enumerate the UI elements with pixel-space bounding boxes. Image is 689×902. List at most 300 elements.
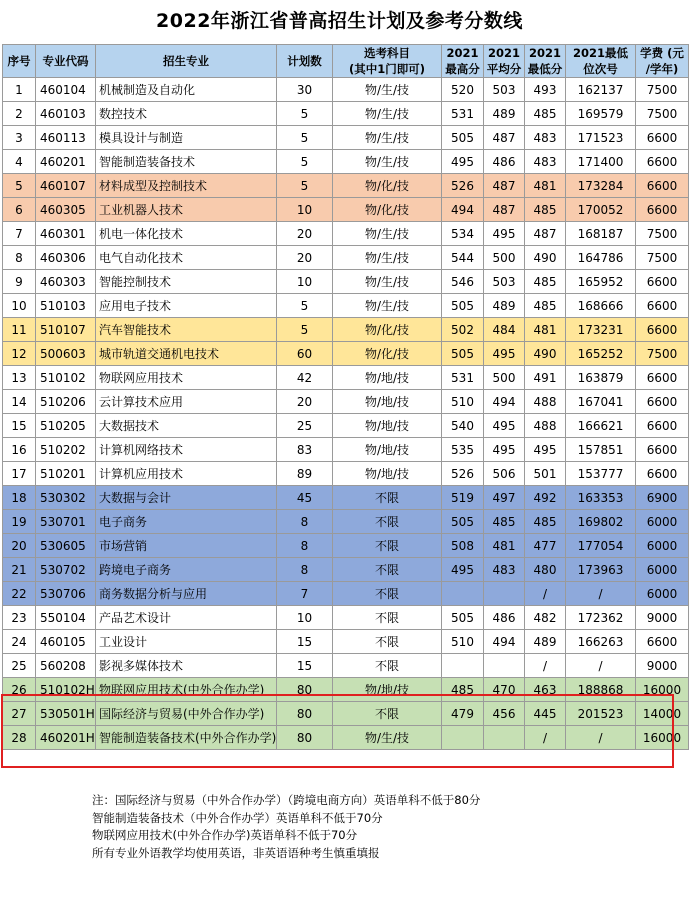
cell-subjects: 物/生/技 xyxy=(333,78,442,102)
cell-subjects: 物/生/技 xyxy=(333,246,442,270)
cell-code: 460301 xyxy=(36,222,96,246)
table-row xyxy=(3,102,689,126)
cell-major: 物联网应用技术(中外合作办学) xyxy=(96,678,277,702)
cell-code: 530706 xyxy=(36,582,96,606)
cell-avg: 489 xyxy=(484,294,525,318)
header-code: 专业代码 xyxy=(36,45,96,78)
cell-code: 530302 xyxy=(36,486,96,510)
cell-rank: 171523 xyxy=(566,126,636,150)
cell-major: 计算机应用技术 xyxy=(96,462,277,486)
cell-rank: / xyxy=(566,582,636,606)
cell-fee: 16000 xyxy=(636,678,689,702)
cell-min: 477 xyxy=(525,534,566,558)
cell-avg: 503 xyxy=(484,270,525,294)
cell-plan: 5 xyxy=(277,102,333,126)
cell-subjects: 物/生/技 xyxy=(333,126,442,150)
cell-rank: 201523 xyxy=(566,702,636,726)
cell-plan: 8 xyxy=(277,510,333,534)
cell-rank: / xyxy=(566,654,636,678)
cell-fee: 6600 xyxy=(636,438,689,462)
cell-plan: 83 xyxy=(277,438,333,462)
admission-table xyxy=(2,44,689,750)
cell-max: 526 xyxy=(442,462,484,486)
cell-code: 460113 xyxy=(36,126,96,150)
cell-major: 国际经济与贸易(中外合作办学) xyxy=(96,702,277,726)
cell-fee: 7500 xyxy=(636,246,689,270)
cell-code: 500603 xyxy=(36,342,96,366)
notes xyxy=(92,792,480,862)
cell-code: 460306 xyxy=(36,246,96,270)
cell-no: 12 xyxy=(3,342,36,366)
table-row xyxy=(3,174,689,198)
cell-avg: 483 xyxy=(484,558,525,582)
cell-subjects: 物/地/技 xyxy=(333,462,442,486)
cell-plan: 20 xyxy=(277,390,333,414)
cell-min: 463 xyxy=(525,678,566,702)
cell-no: 5 xyxy=(3,174,36,198)
cell-fee: 6000 xyxy=(636,558,689,582)
cell-rank: 153777 xyxy=(566,462,636,486)
cell-fee: 7500 xyxy=(636,78,689,102)
cell-code: 460103 xyxy=(36,102,96,126)
cell-subjects: 不限 xyxy=(333,534,442,558)
cell-rank: 168187 xyxy=(566,222,636,246)
cell-max: 531 xyxy=(442,102,484,126)
cell-major: 机械制造及自动化 xyxy=(96,78,277,102)
cell-plan: 20 xyxy=(277,222,333,246)
cell-avg xyxy=(484,582,525,606)
table-row xyxy=(3,270,689,294)
table-row xyxy=(3,606,689,630)
cell-fee: 6600 xyxy=(636,174,689,198)
header-no: 序号 xyxy=(3,45,36,78)
cell-min: 488 xyxy=(525,390,566,414)
cell-rank: 165952 xyxy=(566,270,636,294)
cell-rank: 173963 xyxy=(566,558,636,582)
cell-max: 520 xyxy=(442,78,484,102)
cell-min: 445 xyxy=(525,702,566,726)
header-fee: 学费 (元 /学年) xyxy=(636,45,689,78)
cell-code: 510206 xyxy=(36,390,96,414)
cell-fee: 6600 xyxy=(636,318,689,342)
cell-plan: 5 xyxy=(277,150,333,174)
cell-min: 495 xyxy=(525,438,566,462)
cell-fee: 6600 xyxy=(636,198,689,222)
table-row xyxy=(3,246,689,270)
cell-code: 460107 xyxy=(36,174,96,198)
cell-max: 505 xyxy=(442,126,484,150)
cell-max xyxy=(442,654,484,678)
cell-min: / xyxy=(525,726,566,750)
cell-rank: 163879 xyxy=(566,366,636,390)
cell-plan: 30 xyxy=(277,78,333,102)
cell-min: 485 xyxy=(525,102,566,126)
cell-avg: 456 xyxy=(484,702,525,726)
cell-fee: 16000 xyxy=(636,726,689,750)
cell-max: 495 xyxy=(442,150,484,174)
cell-rank: 171400 xyxy=(566,150,636,174)
cell-code: 510201 xyxy=(36,462,96,486)
cell-plan: 80 xyxy=(277,678,333,702)
cell-no: 24 xyxy=(3,630,36,654)
cell-min: 488 xyxy=(525,414,566,438)
cell-max: 494 xyxy=(442,198,484,222)
cell-no: 15 xyxy=(3,414,36,438)
cell-min: 483 xyxy=(525,150,566,174)
cell-min: 481 xyxy=(525,174,566,198)
cell-no: 1 xyxy=(3,78,36,102)
table-body xyxy=(3,78,689,750)
cell-max: 546 xyxy=(442,270,484,294)
cell-min: 482 xyxy=(525,606,566,630)
cell-plan: 5 xyxy=(277,174,333,198)
cell-code: 530501H xyxy=(36,702,96,726)
cell-plan: 15 xyxy=(277,630,333,654)
cell-major: 计算机网络技术 xyxy=(96,438,277,462)
cell-min: 491 xyxy=(525,366,566,390)
cell-min: 493 xyxy=(525,78,566,102)
cell-subjects: 不限 xyxy=(333,558,442,582)
cell-no: 16 xyxy=(3,438,36,462)
page-title: 2022年浙江省普高招生计划及参考分数线 xyxy=(156,10,523,32)
cell-code: 460105 xyxy=(36,630,96,654)
cell-major: 产品艺术设计 xyxy=(96,606,277,630)
cell-plan: 80 xyxy=(277,726,333,750)
cell-rank: 172362 xyxy=(566,606,636,630)
cell-max: 510 xyxy=(442,630,484,654)
cell-major: 城市轨道交通机电技术 xyxy=(96,342,277,366)
cell-rank: 164786 xyxy=(566,246,636,270)
cell-subjects: 物/化/技 xyxy=(333,198,442,222)
cell-rank: 170052 xyxy=(566,198,636,222)
cell-rank: / xyxy=(566,726,636,750)
cell-rank: 157851 xyxy=(566,438,636,462)
cell-rank: 177054 xyxy=(566,534,636,558)
cell-no: 27 xyxy=(3,702,36,726)
cell-avg: 484 xyxy=(484,318,525,342)
cell-fee: 6600 xyxy=(636,366,689,390)
cell-fee: 6000 xyxy=(636,534,689,558)
cell-rank: 166263 xyxy=(566,630,636,654)
cell-plan: 8 xyxy=(277,534,333,558)
cell-rank: 165252 xyxy=(566,342,636,366)
cell-subjects: 不限 xyxy=(333,510,442,534)
table-row xyxy=(3,222,689,246)
cell-plan: 89 xyxy=(277,462,333,486)
cell-plan: 25 xyxy=(277,414,333,438)
cell-fee: 7500 xyxy=(636,102,689,126)
table-row xyxy=(3,510,689,534)
note-line: 注：国际经济与贸易（中外合作办学）（跨境电商方向）英语单科不低于80分 xyxy=(92,793,481,807)
cell-max: 531 xyxy=(442,366,484,390)
cell-plan: 20 xyxy=(277,246,333,270)
cell-avg: 487 xyxy=(484,126,525,150)
cell-fee: 6600 xyxy=(636,414,689,438)
cell-avg: 487 xyxy=(484,198,525,222)
cell-min: 483 xyxy=(525,126,566,150)
cell-fee: 6600 xyxy=(636,462,689,486)
cell-min: 501 xyxy=(525,462,566,486)
cell-max: 505 xyxy=(442,606,484,630)
cell-avg: 481 xyxy=(484,534,525,558)
table-row xyxy=(3,534,689,558)
cell-rank: 166621 xyxy=(566,414,636,438)
table-row xyxy=(3,654,689,678)
cell-fee: 14000 xyxy=(636,702,689,726)
cell-major: 商务数据分析与应用 xyxy=(96,582,277,606)
table-row xyxy=(3,126,689,150)
note-line: 所有专业外语教学均使用英语，非英语语种考生慎重填报 xyxy=(92,845,380,860)
cell-no: 2 xyxy=(3,102,36,126)
cell-plan: 42 xyxy=(277,366,333,390)
cell-no: 9 xyxy=(3,270,36,294)
cell-min: 490 xyxy=(525,342,566,366)
cell-rank: 162137 xyxy=(566,78,636,102)
cell-min: 485 xyxy=(525,198,566,222)
cell-major: 电气自动化技术 xyxy=(96,246,277,270)
cell-code: 510107 xyxy=(36,318,96,342)
cell-major: 应用电子技术 xyxy=(96,294,277,318)
cell-no: 10 xyxy=(3,294,36,318)
cell-major: 数控技术 xyxy=(96,102,277,126)
table-row xyxy=(3,414,689,438)
cell-subjects: 物/生/技 xyxy=(333,294,442,318)
cell-subjects: 物/地/技 xyxy=(333,438,442,462)
cell-subjects: 物/生/技 xyxy=(333,726,442,750)
cell-code: 530702 xyxy=(36,558,96,582)
cell-major: 智能控制技术 xyxy=(96,270,277,294)
cell-plan: 10 xyxy=(277,606,333,630)
cell-max: 510 xyxy=(442,390,484,414)
cell-no: 19 xyxy=(3,510,36,534)
cell-avg: 486 xyxy=(484,606,525,630)
cell-plan: 5 xyxy=(277,294,333,318)
cell-rank: 188868 xyxy=(566,678,636,702)
cell-subjects: 物/化/技 xyxy=(333,342,442,366)
cell-rank: 169802 xyxy=(566,510,636,534)
cell-rank: 169579 xyxy=(566,102,636,126)
cell-subjects: 物/生/技 xyxy=(333,150,442,174)
table-row xyxy=(3,726,689,750)
note-line: 智能制造装备技术（中外合作办学）英语单科不低于70分 xyxy=(92,810,383,825)
cell-min: 480 xyxy=(525,558,566,582)
table-row xyxy=(3,342,689,366)
cell-plan: 5 xyxy=(277,126,333,150)
table-row xyxy=(3,678,689,702)
cell-code: 530701 xyxy=(36,510,96,534)
cell-fee: 6600 xyxy=(636,630,689,654)
table-row xyxy=(3,198,689,222)
cell-subjects: 物/生/技 xyxy=(333,222,442,246)
cell-min: 492 xyxy=(525,486,566,510)
cell-subjects: 不限 xyxy=(333,606,442,630)
cell-no: 13 xyxy=(3,366,36,390)
cell-min: 490 xyxy=(525,246,566,270)
cell-no: 21 xyxy=(3,558,36,582)
cell-subjects: 不限 xyxy=(333,702,442,726)
cell-no: 3 xyxy=(3,126,36,150)
cell-subjects: 物/化/技 xyxy=(333,318,442,342)
table-row xyxy=(3,630,689,654)
cell-plan: 60 xyxy=(277,342,333,366)
cell-avg: 487 xyxy=(484,174,525,198)
cell-min: 489 xyxy=(525,630,566,654)
table-row xyxy=(3,438,689,462)
cell-major: 云计算技术应用 xyxy=(96,390,277,414)
cell-plan: 45 xyxy=(277,486,333,510)
cell-code: 560208 xyxy=(36,654,96,678)
cell-max: 544 xyxy=(442,246,484,270)
cell-subjects: 物/地/技 xyxy=(333,366,442,390)
cell-fee: 6600 xyxy=(636,150,689,174)
cell-max: 505 xyxy=(442,342,484,366)
cell-fee: 6000 xyxy=(636,582,689,606)
cell-max: 534 xyxy=(442,222,484,246)
cell-code: 510102H xyxy=(36,678,96,702)
cell-code: 530605 xyxy=(36,534,96,558)
cell-no: 4 xyxy=(3,150,36,174)
cell-code: 550104 xyxy=(36,606,96,630)
cell-avg xyxy=(484,726,525,750)
table-header-row xyxy=(3,45,689,78)
cell-major: 跨境电子商务 xyxy=(96,558,277,582)
cell-max: 495 xyxy=(442,558,484,582)
cell-rank: 163353 xyxy=(566,486,636,510)
cell-major: 工业设计 xyxy=(96,630,277,654)
cell-max: 505 xyxy=(442,510,484,534)
cell-avg: 506 xyxy=(484,462,525,486)
cell-max: 519 xyxy=(442,486,484,510)
cell-code: 510103 xyxy=(36,294,96,318)
cell-code: 460201H xyxy=(36,726,96,750)
cell-subjects: 不限 xyxy=(333,630,442,654)
cell-major: 材料成型及控制技术 xyxy=(96,174,277,198)
table-row xyxy=(3,150,689,174)
cell-avg xyxy=(484,654,525,678)
cell-rank: 168666 xyxy=(566,294,636,318)
cell-subjects: 物/生/技 xyxy=(333,102,442,126)
cell-major: 工业机器人技术 xyxy=(96,198,277,222)
cell-max: 540 xyxy=(442,414,484,438)
cell-max: 535 xyxy=(442,438,484,462)
cell-major: 智能制造装备技术(中外合作办学) xyxy=(96,726,277,750)
cell-min: 485 xyxy=(525,270,566,294)
cell-min: 487 xyxy=(525,222,566,246)
cell-code: 460104 xyxy=(36,78,96,102)
cell-plan: 15 xyxy=(277,654,333,678)
cell-fee: 6600 xyxy=(636,294,689,318)
cell-code: 510102 xyxy=(36,366,96,390)
note-line: 物联网应用技术(中外合作办学)英语单科不低于70分 xyxy=(92,828,358,842)
header-plan: 计划数 xyxy=(277,45,333,78)
cell-subjects: 物/生/技 xyxy=(333,270,442,294)
cell-code: 460201 xyxy=(36,150,96,174)
cell-code: 460305 xyxy=(36,198,96,222)
cell-major: 电子商务 xyxy=(96,510,277,534)
cell-avg: 495 xyxy=(484,414,525,438)
cell-no: 22 xyxy=(3,582,36,606)
cell-avg: 494 xyxy=(484,390,525,414)
cell-subjects: 物/地/技 xyxy=(333,414,442,438)
cell-subjects: 不限 xyxy=(333,486,442,510)
cell-code: 510202 xyxy=(36,438,96,462)
cell-fee: 6000 xyxy=(636,510,689,534)
cell-fee: 6600 xyxy=(636,126,689,150)
cell-subjects: 物/化/技 xyxy=(333,174,442,198)
cell-major: 机电一体化技术 xyxy=(96,222,277,246)
header-rank: 2021最低 位次号 xyxy=(566,45,636,78)
cell-major: 大数据与会计 xyxy=(96,486,277,510)
cell-rank: 173284 xyxy=(566,174,636,198)
cell-avg: 503 xyxy=(484,78,525,102)
cell-subjects: 不限 xyxy=(333,654,442,678)
cell-no: 6 xyxy=(3,198,36,222)
cell-min: / xyxy=(525,582,566,606)
table-row xyxy=(3,366,689,390)
cell-avg: 494 xyxy=(484,630,525,654)
table-row xyxy=(3,702,689,726)
table-row xyxy=(3,582,689,606)
cell-avg: 485 xyxy=(484,510,525,534)
cell-code: 460303 xyxy=(36,270,96,294)
cell-avg: 500 xyxy=(484,246,525,270)
cell-plan: 80 xyxy=(277,702,333,726)
cell-major: 大数据技术 xyxy=(96,414,277,438)
cell-min: / xyxy=(525,654,566,678)
header-major: 招生专业 xyxy=(96,45,277,78)
cell-major: 物联网应用技术 xyxy=(96,366,277,390)
cell-max xyxy=(442,726,484,750)
cell-avg: 470 xyxy=(484,678,525,702)
cell-avg: 486 xyxy=(484,150,525,174)
cell-fee: 6900 xyxy=(636,486,689,510)
cell-max: 485 xyxy=(442,678,484,702)
cell-max: 502 xyxy=(442,318,484,342)
cell-fee: 7500 xyxy=(636,342,689,366)
cell-max xyxy=(442,582,484,606)
cell-no: 8 xyxy=(3,246,36,270)
cell-major: 汽车智能技术 xyxy=(96,318,277,342)
cell-plan: 8 xyxy=(277,558,333,582)
cell-avg: 500 xyxy=(484,366,525,390)
cell-subjects: 物/地/技 xyxy=(333,390,442,414)
cell-no: 18 xyxy=(3,486,36,510)
table-row xyxy=(3,78,689,102)
cell-max: 479 xyxy=(442,702,484,726)
table-row xyxy=(3,294,689,318)
cell-min: 481 xyxy=(525,318,566,342)
cell-fee: 6600 xyxy=(636,270,689,294)
cell-plan: 7 xyxy=(277,582,333,606)
table-row xyxy=(3,486,689,510)
table-row xyxy=(3,390,689,414)
table-row xyxy=(3,462,689,486)
cell-fee: 7500 xyxy=(636,222,689,246)
cell-plan: 5 xyxy=(277,318,333,342)
cell-no: 23 xyxy=(3,606,36,630)
table-row xyxy=(3,558,689,582)
cell-no: 11 xyxy=(3,318,36,342)
cell-major: 模具设计与制造 xyxy=(96,126,277,150)
cell-no: 20 xyxy=(3,534,36,558)
header-subjects: 选考科目 (其中1门即可) xyxy=(333,45,442,78)
cell-no: 28 xyxy=(3,726,36,750)
cell-avg: 495 xyxy=(484,342,525,366)
cell-avg: 495 xyxy=(484,222,525,246)
cell-plan: 10 xyxy=(277,270,333,294)
header-min: 2021 最低分 xyxy=(525,45,566,78)
cell-rank: 173231 xyxy=(566,318,636,342)
